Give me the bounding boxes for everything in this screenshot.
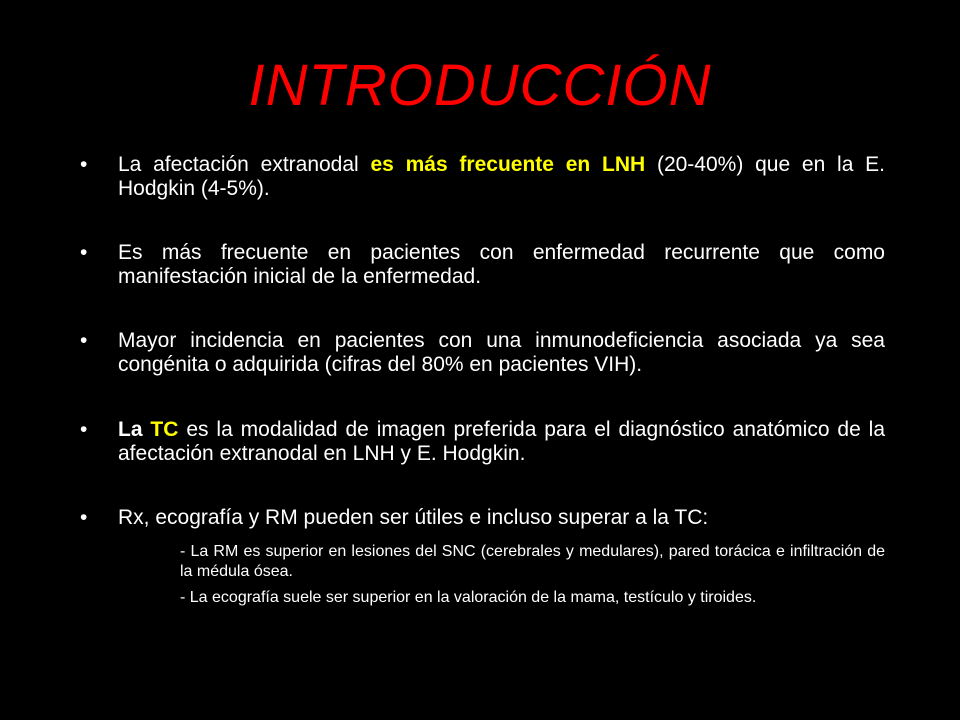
- bullet-4-text-b: es la modalidad de imagen preferida para el diagnóstico anatómico de la afectación extranodal en LNH y E. Hodgkin.: [118, 418, 886, 465]
- bullet-dot-icon: •: [80, 329, 88, 352]
- sub-list: [118, 542, 885, 608]
- bullet-5-text: Rx, ecografía y RM pueden ser útiles e incluso superar a la TC:: [118, 506, 709, 529]
- bullet-1-text-b: (20-40%) que en la E. Hodgkin (4-5%).: [118, 153, 885, 200]
- slide-title: INTRODUCCIÓN: [248, 53, 712, 118]
- bullet-item-5: [80, 506, 885, 608]
- bullet-dot-icon: •: [80, 418, 88, 441]
- bullet-item-4: [80, 418, 885, 466]
- bullet-dot-icon: •: [80, 241, 88, 264]
- bullet-item-1: [80, 153, 885, 201]
- sub-item-1: - La RM es superior en lesiones del SNC (cerebrales y medulares), pared torácica e infiltración de la médula ósea.: [180, 543, 885, 580]
- bullet-list: [80, 153, 885, 614]
- bullet-4-highlight: TC: [150, 418, 179, 441]
- bullet-dot-icon: •: [80, 153, 88, 176]
- bullet-1-highlight: es más frecuente en LNH: [370, 153, 646, 176]
- sub-item-2: - La ecografía suele ser superior en la valoración de la mama, testículo y tiroides.: [180, 589, 757, 606]
- bullet-4-text-a: La: [118, 418, 151, 441]
- bullet-item-2: [80, 241, 885, 289]
- bullet-3-text: Mayor incidencia en pacientes con una inmunodeficiencia asociada ya sea congénita o adquirida (cifras del 80% en pacientes VIH).: [118, 329, 885, 376]
- bullet-item-3: [80, 329, 885, 377]
- bullet-dot-icon: •: [80, 506, 88, 529]
- bullet-2-text: Es más frecuente en pacientes con enfermedad recurrente que como manifestación inicial de la enfermedad.: [118, 241, 885, 288]
- bullet-1-text-a: La afectación extranodal: [118, 153, 371, 176]
